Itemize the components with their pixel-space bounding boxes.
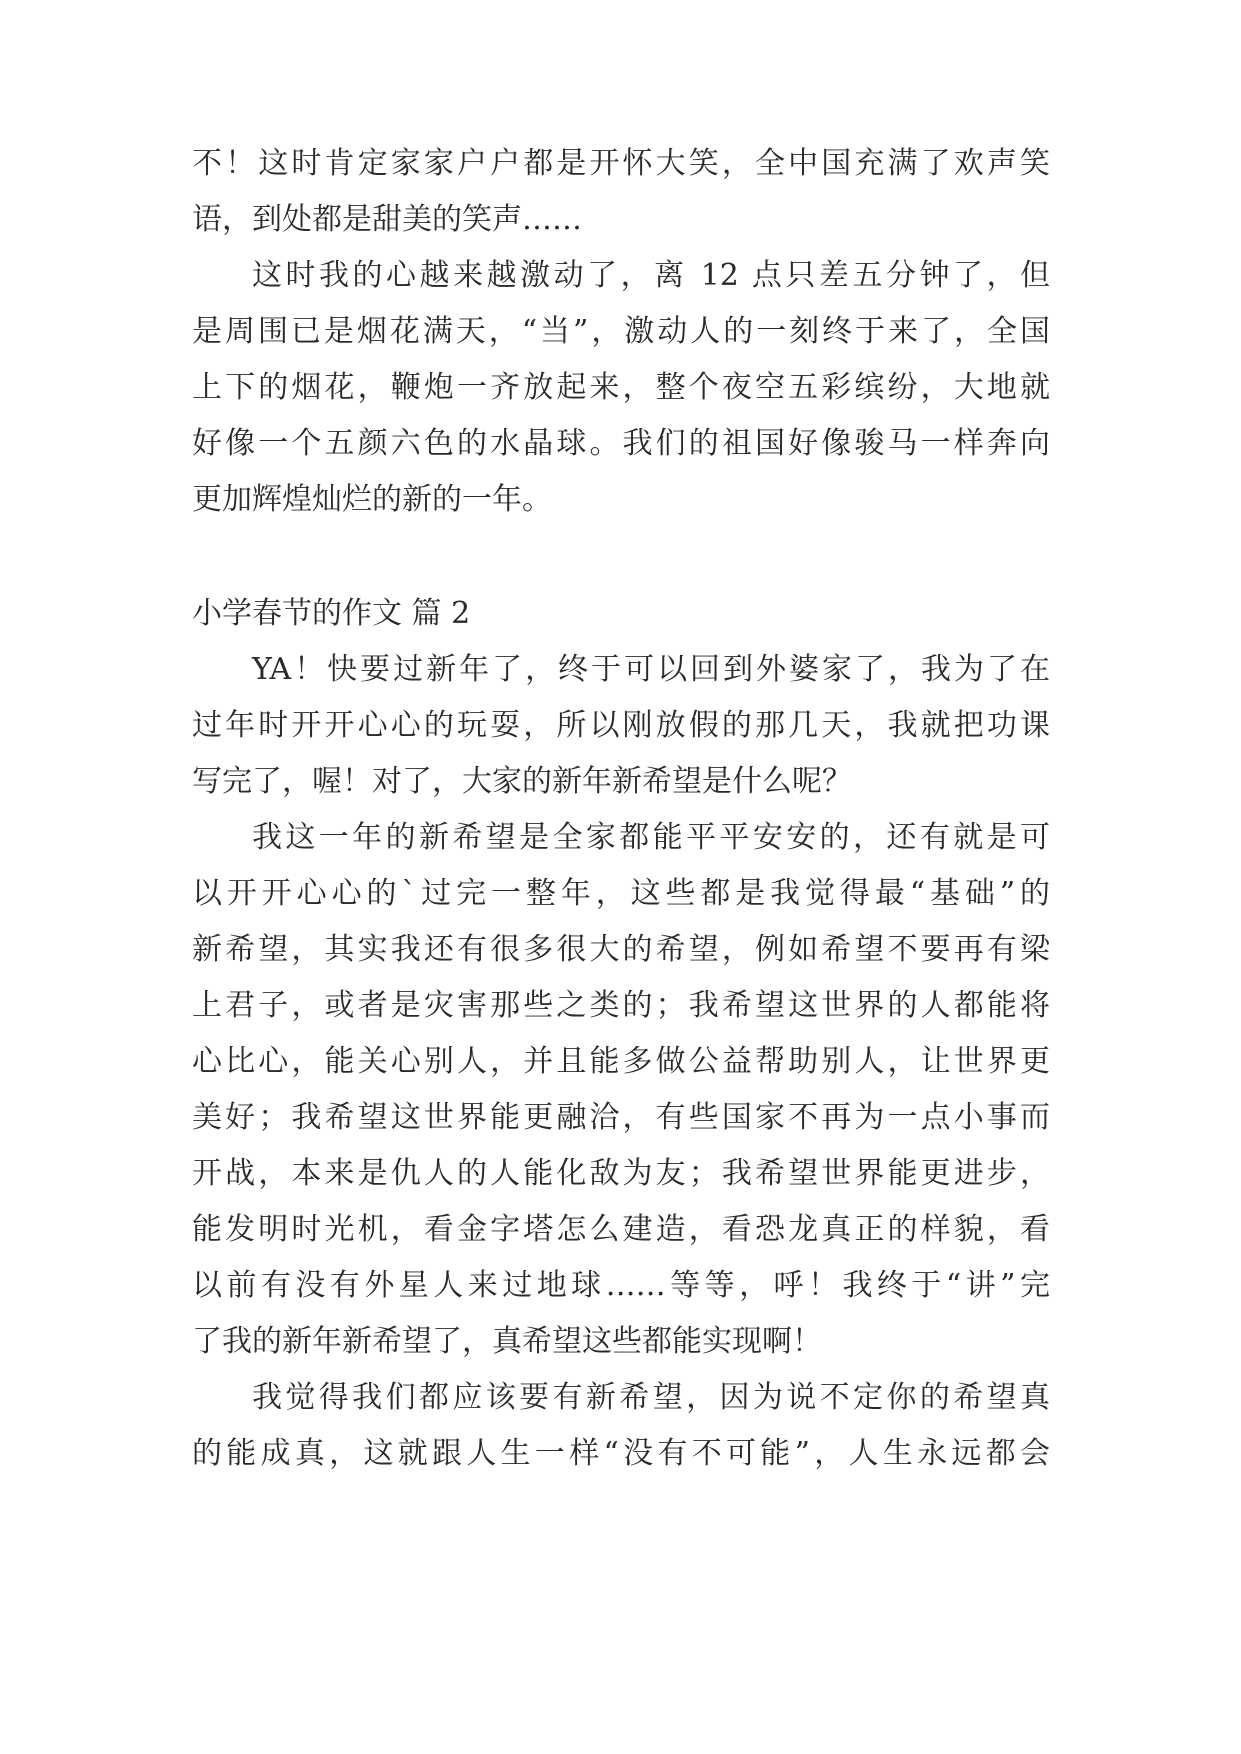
- paragraph-4-line-3: 新希望，其实我还有很多很大的希望，例如希望不要再有梁: [192, 932, 1050, 967]
- paragraph-2-line-1: 这时我的心越来越激动了，离 12 点只差五分钟了，但: [252, 258, 1050, 293]
- paragraph-4-line-1: 我这一年的新希望是全家都能平平安安的，还有就是可: [252, 820, 1050, 855]
- paragraph-2-line-3: 上下的烟花，鞭炮一齐放起来，整个夜空五彩缤纷，大地就: [192, 370, 1050, 405]
- paragraph-1-line-1: 不！这时肯定家家户户都是开怀大笑，全中国充满了欢声笑: [192, 146, 1050, 181]
- paragraph-2-line-2: 是周围已是烟花满天，“当”，激动人的一刻终于来了，全国: [192, 314, 1050, 349]
- paragraph-4-line-10: 了我的新年新希望了，真希望这些都能实现啊！: [192, 1324, 822, 1359]
- paragraph-5-line-1: 我觉得我们都应该要有新希望，因为说不定你的希望真: [252, 1380, 1050, 1415]
- paragraph-4-line-7: 开战，本来是仇人的人能化敌为友；我希望世界能更进步，: [192, 1156, 1050, 1191]
- paragraph-1-line-2: 语，到处都是甜美的笑声……: [192, 202, 582, 237]
- paragraph-4-line-4: 上君子，或者是灾害那些之类的；我希望这世界的人都能将: [192, 988, 1050, 1023]
- paragraph-4-line-5: 心比心，能关心别人，并且能多做公益帮助别人，让世界更: [192, 1044, 1050, 1079]
- section-heading: 小学春节的作文 篇 2: [192, 596, 471, 631]
- paragraph-4-line-8: 能发明时光机，看金字塔怎么建造，看恐龙真正的样貌，看: [192, 1212, 1050, 1247]
- paragraph-2-line-4: 好像一个五颜六色的水晶球。我们的祖国好像骏马一样奔向: [192, 426, 1050, 461]
- paragraph-5-line-2: 的能成真，这就跟人生一样“没有不可能”，人生永远都会: [192, 1436, 1050, 1471]
- paragraph-3-line-2: 过年时开开心心的玩耍，所以刚放假的那几天，我就把功课: [192, 708, 1050, 743]
- paragraph-3-line-3: 写完了，喔！对了，大家的新年新希望是什么呢？: [192, 764, 852, 799]
- paragraph-3-line-1: YA！快要过新年了，终于可以回到外婆家了，我为了在: [252, 652, 1050, 687]
- essay-body: [192, 0, 1050, 1754]
- paragraph-4-line-6: 美好；我希望这世界能更融洽，有些国家不再为一点小事而: [192, 1100, 1050, 1135]
- paragraph-4-line-9: 以前有没有外星人来过地球……等等，呼！我终于“讲”完: [192, 1268, 1050, 1303]
- paragraph-4-line-2: 以开开心心的`过完一整年，这些都是我觉得最“基础”的: [192, 876, 1050, 911]
- paragraph-2-line-5: 更加辉煌灿烂的新的一年。: [192, 482, 552, 517]
